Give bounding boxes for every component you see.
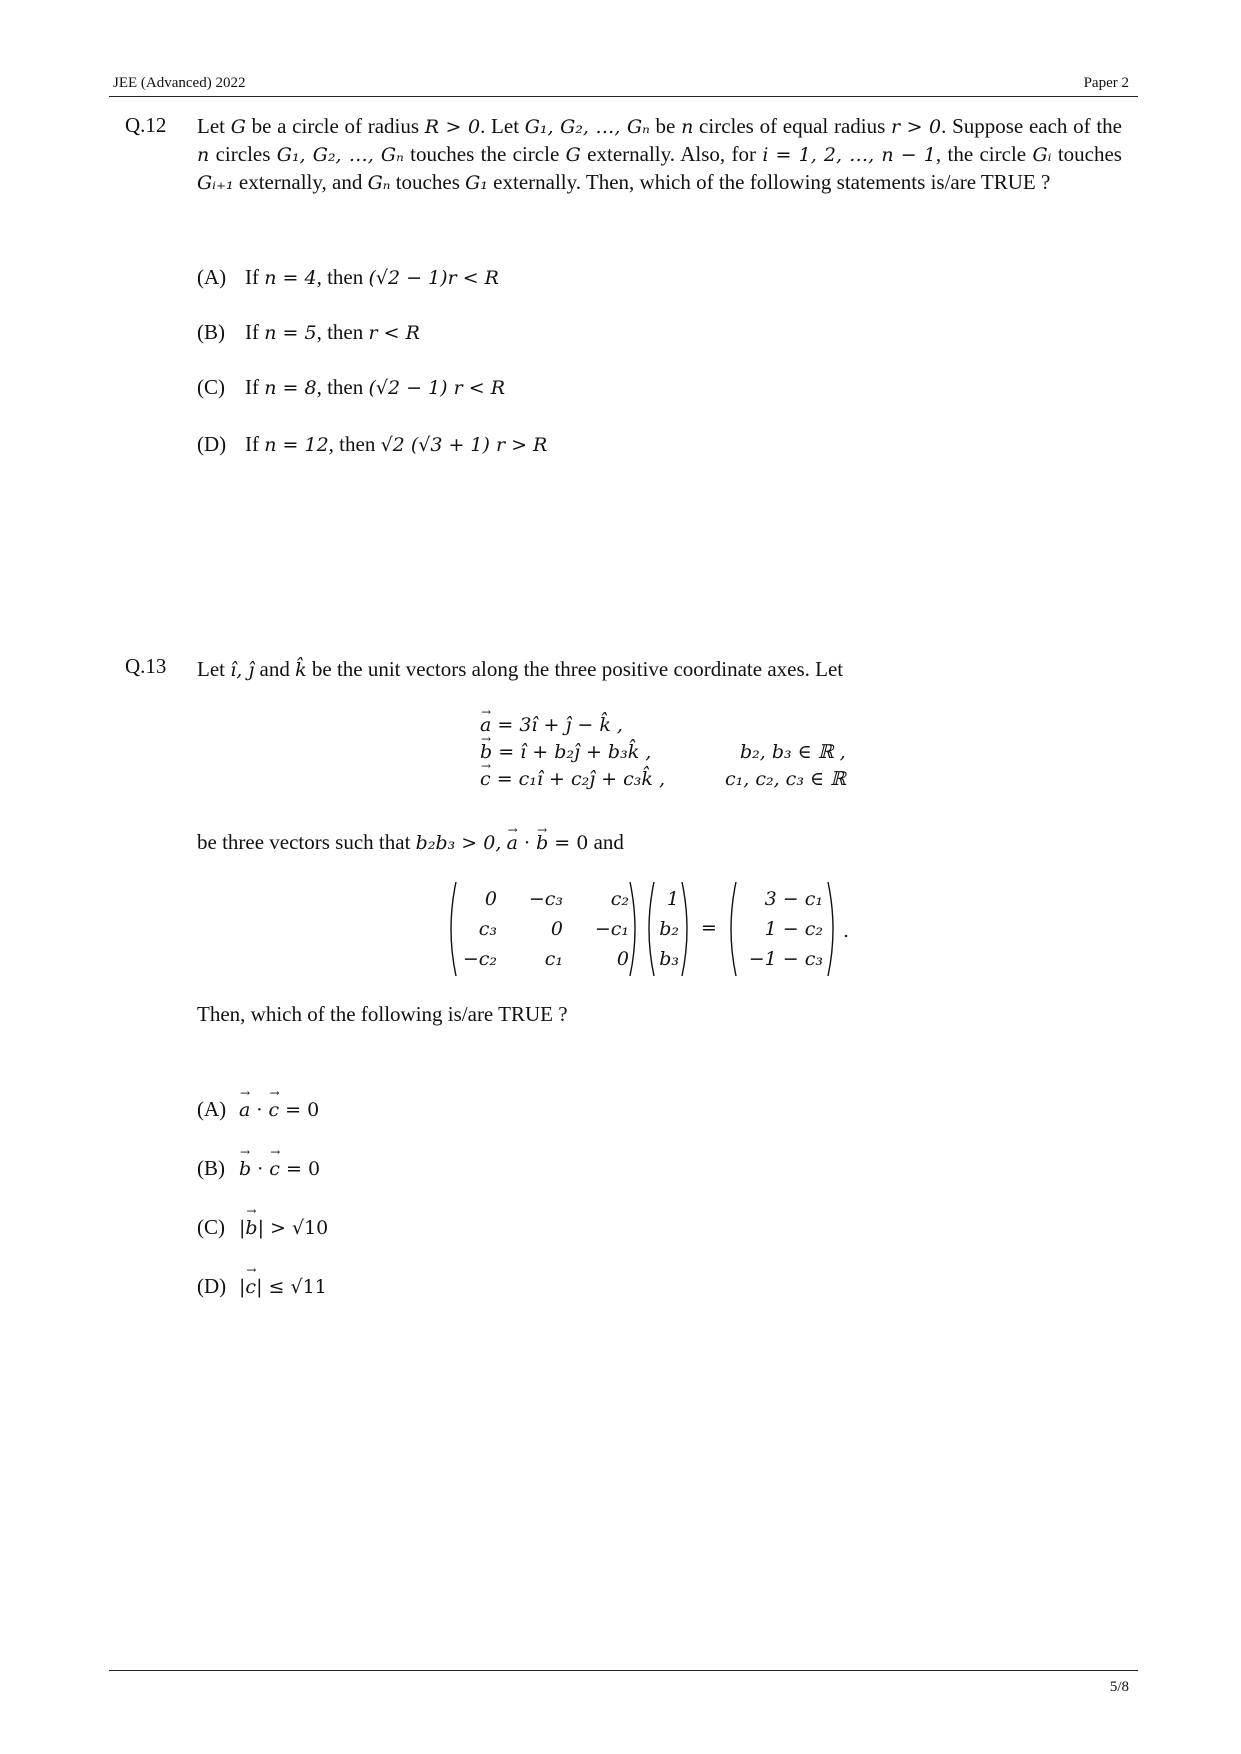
abs-bar: | xyxy=(239,1217,246,1239)
option-math: → a xyxy=(239,1099,250,1121)
q13-math: → a xyxy=(507,830,518,857)
q13-text: and xyxy=(254,657,296,681)
q12-math: G₁, G₂, …, Gₙ xyxy=(524,116,650,138)
q12-option-a[interactable] xyxy=(197,265,499,290)
option-math: = 0 xyxy=(279,1099,320,1121)
q13-text: Let xyxy=(197,657,231,681)
option-text: If xyxy=(245,265,265,289)
q12-option-d[interactable] xyxy=(197,432,547,457)
skew-matrix xyxy=(453,886,629,972)
q12-text: circles of equal radius xyxy=(693,114,891,138)
option-math: n = 8 xyxy=(264,377,317,399)
q12-text: externally. Then, which of the following statements is/are TRUE ? xyxy=(487,170,1051,194)
header-paper-label: Paper 2 xyxy=(1083,75,1129,91)
matrix-cell: −c₂ xyxy=(462,948,497,970)
rhs-vector xyxy=(733,886,823,972)
option-label: (A) xyxy=(197,1097,227,1121)
option-math: · xyxy=(251,1158,270,1180)
option-math: ≤ √11 xyxy=(262,1276,327,1298)
q12-math: G xyxy=(230,116,246,138)
option-math: → c xyxy=(245,1276,256,1298)
option-math: (√2 − 1) r < R xyxy=(368,377,506,399)
q13-option-c[interactable] xyxy=(197,1215,328,1240)
option-math: n = 4 xyxy=(264,267,317,289)
option-label: (B) xyxy=(197,1156,225,1180)
q12-text: externally. Also, for xyxy=(580,142,763,166)
right-paren-icon xyxy=(827,880,839,978)
option-math: (√2 − 1)r < R xyxy=(368,267,499,289)
option-math: √2 (√3 + 1) r > R xyxy=(380,434,548,456)
rhsvec-cell: −1 − c₃ xyxy=(748,948,823,970)
option-math: n = 5 xyxy=(264,322,317,344)
option-math: → c xyxy=(268,1099,279,1121)
vector-a-symbol: → a xyxy=(480,712,491,739)
right-paren-icon xyxy=(629,880,641,978)
q12-math: n xyxy=(197,144,210,166)
rhsvec-cell: 1 − c₂ xyxy=(764,918,823,940)
header-rule xyxy=(109,96,1138,97)
q13-math: = 0 xyxy=(548,832,589,854)
option-text: If xyxy=(245,320,265,344)
q12-math: Gₙ xyxy=(367,172,391,194)
option-math: r < R xyxy=(368,322,420,344)
question-12-number: Q.12 xyxy=(125,113,167,137)
vector-b-domain: b₂, b₃ ∈ ℝ , xyxy=(740,741,846,763)
vector-a-expr: = 3î + ĵ − k̂ , xyxy=(491,714,623,736)
footer-rule xyxy=(109,1670,1138,1671)
colvec-cell: 1 xyxy=(666,888,679,910)
q12-math: Gᵢ₊₁ xyxy=(197,172,234,194)
q13-option-a[interactable] xyxy=(197,1097,319,1122)
option-label: (D) xyxy=(197,1274,227,1298)
matrix-cell: 0 xyxy=(550,918,563,940)
vector-b-expr: = î + b₂ĵ + b₃k̂ , xyxy=(492,741,652,763)
q12-text: touches xyxy=(390,170,466,194)
question-13-number: Q.13 xyxy=(125,654,167,678)
matrix-cell: 0 xyxy=(484,888,497,910)
q13-math: → b xyxy=(536,830,548,857)
q12-option-b[interactable] xyxy=(197,320,420,345)
period: . xyxy=(843,920,850,942)
right-paren-icon xyxy=(681,880,693,978)
option-text: If xyxy=(245,375,265,399)
option-math: n = 12 xyxy=(264,434,329,456)
q12-math: i = 1, 2, …, n − 1 xyxy=(762,144,936,166)
q13-then: Then, which of the following is/are TRUE ? xyxy=(197,1002,568,1026)
q12-math: r > 0 xyxy=(891,116,942,138)
colvec-cell: b₂ xyxy=(659,918,679,940)
option-text: , then xyxy=(316,375,369,399)
q13-math: · xyxy=(517,832,537,854)
q12-math: G xyxy=(565,144,581,166)
abs-bar: | xyxy=(239,1276,246,1298)
matrix-cell: c₃ xyxy=(478,918,497,940)
header-exam-title: JEE (Advanced) 2022 xyxy=(113,75,246,91)
column-vector xyxy=(651,886,679,972)
question-12-stem xyxy=(197,113,1122,197)
q12-text: . Suppose each of the xyxy=(941,114,1122,138)
q13-math: b₂b₃ > 0, xyxy=(415,832,502,854)
abs-bar: | xyxy=(257,1217,264,1239)
option-math: · xyxy=(250,1099,269,1121)
q12-text: circles xyxy=(209,142,277,166)
q12-text: . Let xyxy=(480,114,525,138)
option-label: (C) xyxy=(197,375,225,399)
q12-math: Gᵢ xyxy=(1032,144,1052,166)
q12-math: G₁, G₂, …, Gₙ xyxy=(276,144,404,166)
q12-math: R > 0 xyxy=(424,116,481,138)
q13-math: k̂ xyxy=(295,659,307,681)
option-text: If xyxy=(245,432,265,456)
q12-text: touches xyxy=(1051,142,1122,166)
option-text: , then xyxy=(316,265,369,289)
q12-option-c[interactable] xyxy=(197,375,505,400)
question-13-stem xyxy=(197,656,1122,684)
matrix-equation xyxy=(445,880,875,980)
option-math: → c xyxy=(269,1158,280,1180)
option-math: → b xyxy=(245,1217,257,1239)
q12-text: be a circle of radius xyxy=(245,114,425,138)
option-label: (B) xyxy=(197,320,225,344)
matrix-cell: −c₁ xyxy=(594,918,629,940)
q12-text: be xyxy=(649,114,682,138)
option-label: (C) xyxy=(197,1215,225,1239)
option-label: (D) xyxy=(197,432,227,456)
q13-option-d[interactable] xyxy=(197,1274,327,1299)
option-math: → b xyxy=(239,1158,251,1180)
matrix-cell: 0 xyxy=(616,948,629,970)
option-text: , then xyxy=(328,432,381,456)
page-number: 5/8 xyxy=(1109,1679,1129,1695)
vector-c-domain: c₁, c₂, c₃ ∈ ℝ xyxy=(725,768,846,790)
option-math: > √10 xyxy=(263,1217,329,1239)
q12-text: touches the circle xyxy=(403,142,566,166)
vector-c-symbol: → c xyxy=(480,766,491,793)
q12-text: externally, and xyxy=(233,170,368,194)
abs-bar: | xyxy=(256,1276,263,1298)
rhsvec-cell: 3 − c₁ xyxy=(764,888,823,910)
option-text: , then xyxy=(316,320,369,344)
vector-b-symbol: → b xyxy=(480,739,492,766)
q13-option-b[interactable] xyxy=(197,1156,320,1181)
colvec-cell: b₃ xyxy=(659,948,679,970)
q12-math: n xyxy=(681,116,694,138)
q12-text: Let xyxy=(197,114,231,138)
q13-text: be three vectors such that xyxy=(197,830,416,854)
q12-text: , the circle xyxy=(935,142,1033,166)
q12-math: G₁ xyxy=(465,172,488,194)
option-math: = 0 xyxy=(279,1158,321,1180)
equals-sign: = xyxy=(701,917,717,939)
matrix-cell: −c₃ xyxy=(528,888,563,910)
q13-text: and xyxy=(588,830,624,854)
q13-text: be the unit vectors along the three positive coordinate axes. Let xyxy=(306,657,844,681)
q13-condition xyxy=(197,829,1122,857)
matrix-cell: c₂ xyxy=(610,888,629,910)
matrix-cell: c₁ xyxy=(544,948,563,970)
q13-math: î, ĵ xyxy=(230,659,255,681)
option-label: (A) xyxy=(197,265,227,289)
vector-c-expr: = c₁î + c₂ĵ + c₃k̂ , xyxy=(490,768,665,790)
